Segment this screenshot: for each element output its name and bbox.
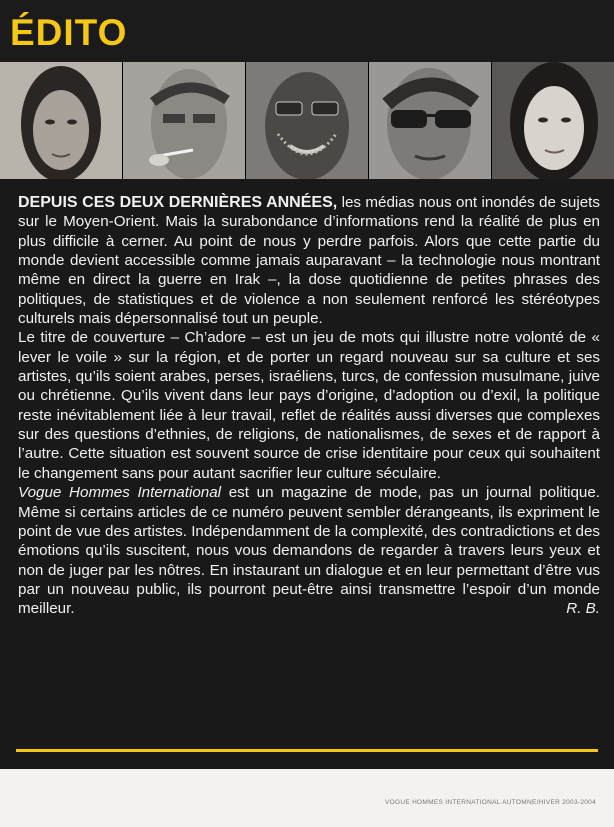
portrait-young-woman (492, 62, 614, 179)
paragraph-3-body: est un magazine de mode, pas un journal politique. Même si certains articles de ce numéro peuvent sembler dérangeants, ils expriment le point de vue des artistes. Indépendamment de la complexité, des contradictions et des émotions qu’ils suscitent, nous vous demandons de regarder à travers leurs yeux et non de juger par les nôtres. En instaurant un dialogue et en leur permettant d’être vus par un nouveau public, ils pourront peut-être ainsi transmettre l’espoir d’un monde meilleur. (18, 484, 601, 618)
portrait-older-man-glasses (246, 62, 369, 179)
lead-in: DEPUIS CES DEUX DERNIÈRES ANNÉES, (18, 194, 338, 211)
footer-credit: VOGUE HOMMES INTERNATIONAL AUTOMNE/HIVER 2003-2004 (384, 799, 596, 806)
paragraph-1 (18, 193, 600, 328)
signature: R. B. (566, 600, 600, 618)
paragraph-3 (18, 483, 600, 618)
paragraph-2: Le titre de couverture – Ch’adore – est un jeu de mots qui illustre notre volonté de « lever le voile » sur la région, et de porter un regard nouveau sur sa culture et ses artistes, qu’ils soient arabes, perses, israéliens, turcs, de confession musulmane, juive ou chrétienne. Qu’ils vivent dans leur pays d’origine, d’adoption ou d’exil, la politique reste inévitablement liée à leur travail, reflet de réalités aussi diverses que complexes sur des questions d’ethnies, de religions, de nationalismes, de sexes et de rapport à l’autre. Cette situation est souvent source de crise identitaire pour ceux qui souhaitent le changement sans pour autant sacrifier leur culture séculaire. (18, 329, 600, 482)
portrait-strip (0, 62, 614, 179)
header-bar (0, 0, 614, 62)
portrait-man-sunglasses (369, 62, 492, 179)
paragraph-1-body: les médias nous ont inondés de sujets sur le Moyen-Orient. Mais la surabondance d’informations rend la réalité de plus en plus difficile à cerner. Au point de nous y perdre parfois. Alors que cette partie du monde devient accessible comme jamais auparavant – la technologie nous montrant même en direct la guerre en Irak –, la dose quotidienne de petites phrases des politiques, de statistiques et de violence a non seulement renforcé les stéréotypes culturels mais dépersonnalisé tout un peuple. (18, 194, 600, 328)
magazine-name: Vogue Hommes International (18, 484, 222, 502)
portrait-man-cigarette (123, 62, 246, 179)
page-title: ÉDITO (10, 12, 128, 53)
editorial-text (18, 193, 600, 619)
yellow-divider (16, 749, 598, 752)
portrait-woman-dark-hair (0, 62, 123, 179)
